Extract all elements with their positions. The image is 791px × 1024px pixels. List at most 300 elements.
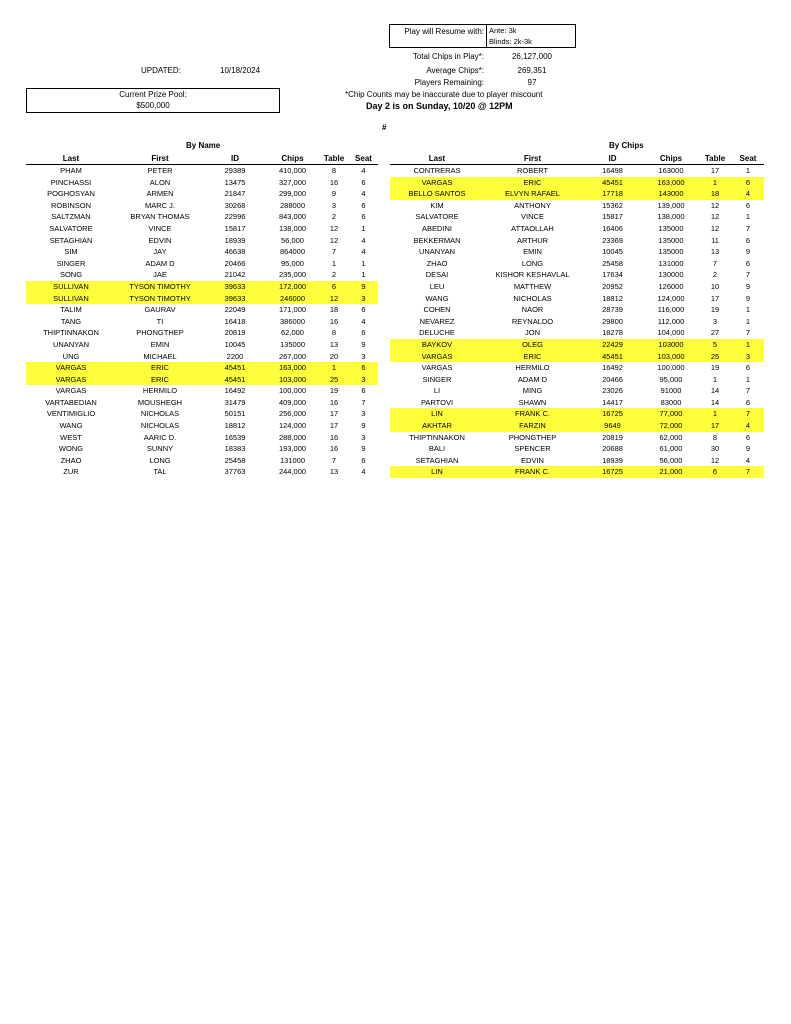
- by-chips-header-row: [390, 152, 764, 165]
- table-cell: 1: [698, 408, 732, 420]
- last-name-cell: SONG: [59, 270, 83, 280]
- first-name-cell: FRANK C.: [484, 408, 581, 420]
- last-name-cell: PHAM: [60, 166, 82, 175]
- seat-cell: 6: [745, 397, 751, 407]
- last-name-cell: TANG: [60, 316, 82, 326]
- id-cell: 29800: [602, 316, 623, 326]
- chips-cell: 410,000: [278, 166, 307, 175]
- chips-cell: 163000: [658, 166, 684, 175]
- first-name-cell: FRANK C.: [484, 466, 581, 478]
- last-name-cell: NEVAREZ: [419, 316, 455, 326]
- table-row: [390, 455, 764, 467]
- table-row: [26, 293, 378, 305]
- by-name-table: [26, 152, 378, 478]
- table-row: [26, 466, 378, 478]
- id-cell: 16492: [224, 386, 246, 396]
- seat-cell: 6: [732, 177, 764, 189]
- table-cell: 3: [712, 316, 718, 326]
- id-cell: 16725: [581, 408, 644, 420]
- chips-cell: 131000: [279, 455, 306, 465]
- id-cell: 22049: [224, 305, 246, 315]
- id-cell: 23026: [602, 386, 623, 396]
- first-name-cell: OLEG: [484, 339, 581, 351]
- table-cell: 8: [712, 432, 718, 442]
- id-cell: 22996: [224, 212, 246, 222]
- first-name-cell: ATTAOLLAH: [511, 223, 554, 233]
- table-row: [390, 362, 764, 374]
- table-cell: 16: [329, 432, 339, 442]
- chips-cell: 163,000: [266, 362, 319, 374]
- chips-cell: 131000: [658, 258, 684, 268]
- id-cell: 20466: [224, 258, 246, 268]
- id-cell: 31479: [224, 397, 246, 407]
- hash-mark: #: [382, 123, 387, 132]
- chips-cell: 103,000: [266, 374, 319, 386]
- seat-cell: 1: [361, 223, 366, 233]
- first-name-cell: ERIC: [484, 351, 581, 363]
- id-cell: 37763: [224, 467, 246, 477]
- seat-cell: 4: [361, 189, 366, 199]
- chips-cell: 288,000: [278, 432, 307, 442]
- seat-cell: 1: [745, 305, 751, 315]
- last-name-cell: PINCHASSI: [50, 177, 92, 187]
- table-row: [390, 316, 764, 328]
- id-cell: 23369: [602, 235, 623, 245]
- seat-cell: 6: [745, 432, 751, 442]
- table-cell: 12: [710, 212, 720, 222]
- table-row: [26, 443, 378, 455]
- last-name-cell: SULLIVAN: [26, 281, 116, 293]
- table-row: [390, 385, 764, 397]
- table-row: [26, 269, 378, 281]
- chips-cell: 62,000: [281, 328, 304, 338]
- table-row: [390, 466, 764, 478]
- table-row: [26, 223, 378, 235]
- chips-cell: 100,000: [657, 363, 685, 373]
- chips-cell: 116,000: [657, 305, 685, 315]
- chips-cell: 83000: [660, 397, 682, 407]
- first-name-cell: REYNALDO: [511, 316, 554, 326]
- table-row: [26, 165, 378, 177]
- first-name-cell: ARTHUR: [516, 235, 549, 245]
- by-chips-body: [390, 165, 764, 479]
- seat-cell: 7: [732, 408, 764, 420]
- table-cell: 8: [331, 166, 337, 175]
- seat-cell: 1: [745, 212, 751, 222]
- table-row: [390, 351, 764, 363]
- last-name-cell: VARGAS: [26, 362, 116, 374]
- first-name-cell: ADAM D: [517, 374, 548, 384]
- last-name-cell: VARGAS: [421, 363, 453, 373]
- last-name-cell: WANG: [59, 421, 83, 431]
- header-last: Last: [26, 152, 116, 165]
- id-cell: 45451: [204, 362, 266, 374]
- table-row: [26, 281, 378, 293]
- first-name-cell: JON: [525, 328, 540, 338]
- last-name-cell: WEST: [60, 432, 82, 442]
- chips-cell: 124,000: [657, 293, 685, 303]
- seat-cell: 1: [745, 374, 751, 384]
- table-row: [26, 316, 378, 328]
- id-cell: 17634: [602, 270, 623, 280]
- first-name-cell: EMIN: [523, 247, 542, 257]
- id-cell: 2200: [226, 351, 244, 361]
- last-name-cell: THIPTINNAKON: [409, 432, 465, 442]
- header-seat: Seat: [732, 152, 764, 165]
- first-name-cell: ARMEN: [146, 189, 174, 199]
- seat-cell: 6: [361, 212, 366, 222]
- last-name-cell: PARTOVI: [420, 397, 454, 407]
- first-name-cell: AARIC D.: [143, 432, 177, 442]
- seat-cell: 1: [745, 166, 751, 175]
- seat-cell: 4: [361, 316, 366, 326]
- first-name-cell: NICHOLAS: [140, 409, 180, 419]
- last-name-cell: BELLO SANTOS: [390, 188, 484, 200]
- first-name-cell: GAURAV: [144, 305, 176, 315]
- table-row: [390, 269, 764, 281]
- id-cell: 10045: [224, 339, 246, 349]
- table-cell: 25: [319, 374, 349, 386]
- first-name-cell: KISHOR KESHAVLAL: [495, 270, 570, 280]
- table-row: [26, 362, 378, 374]
- table-cell: 7: [331, 247, 337, 257]
- header-last: Last: [390, 152, 484, 165]
- table-row: [390, 223, 764, 235]
- table-row: [26, 432, 378, 444]
- seat-cell: 3: [732, 351, 764, 363]
- table-row: [26, 455, 378, 467]
- last-name-cell: LIN: [390, 408, 484, 420]
- seat-cell: 3: [361, 409, 366, 419]
- table-row: [390, 374, 764, 386]
- players-remaining-value: 97: [527, 78, 537, 87]
- chips-cell: 103000: [644, 339, 698, 351]
- id-cell: 29389: [224, 166, 246, 175]
- id-cell: 16418: [224, 316, 246, 326]
- table-cell: 6: [319, 281, 349, 293]
- first-name-cell: MING: [522, 386, 543, 396]
- chips-cell: 103,000: [644, 351, 698, 363]
- table-row: [390, 211, 764, 223]
- table-row: [26, 177, 378, 189]
- last-name-cell: DELUCHE: [419, 328, 455, 338]
- chips-cell: 95,000: [281, 258, 304, 268]
- total-chips-value: 26,127,000: [511, 52, 553, 61]
- chips-cell: 135000: [658, 235, 684, 245]
- chips-cell: 72,000: [644, 420, 698, 432]
- table-cell: 19: [329, 386, 339, 396]
- table-cell: 17: [329, 421, 339, 431]
- first-name-cell: JAY: [153, 247, 167, 257]
- id-cell: 25458: [602, 258, 623, 268]
- table-row: [26, 339, 378, 351]
- chips-cell: 138,000: [657, 212, 685, 222]
- first-name-cell: ERIC: [116, 374, 204, 386]
- id-cell: 18278: [602, 328, 623, 338]
- seat-cell: 7: [745, 328, 751, 338]
- last-name-cell: SALVATORE: [415, 212, 459, 222]
- header-seat: Seat: [349, 152, 378, 165]
- id-cell: 15817: [224, 223, 246, 233]
- seat-cell: 1: [361, 270, 366, 280]
- first-name-cell: SUNNY: [146, 444, 174, 454]
- table-row: [390, 235, 764, 247]
- first-name-cell: ERIC: [116, 362, 204, 374]
- id-cell: 20819: [602, 432, 623, 442]
- table-cell: 18: [329, 305, 339, 315]
- resume-box: [389, 24, 576, 48]
- header-first: First: [484, 152, 581, 165]
- table-cell: 1: [319, 362, 349, 374]
- last-name-cell: SALVATORE: [49, 223, 93, 233]
- id-cell: 15362: [602, 200, 623, 210]
- table-cell: 10: [710, 281, 720, 291]
- table-cell: 9: [331, 189, 337, 199]
- table-row: [390, 258, 764, 270]
- table-cell: 25: [698, 351, 732, 363]
- chips-cell: 244,000: [278, 467, 307, 477]
- prize-pool-box: [26, 88, 280, 113]
- first-name-cell: FARZIN: [484, 420, 581, 432]
- last-name-cell: BALI: [428, 444, 446, 454]
- table-row: [26, 351, 378, 363]
- table-cell: 16: [329, 397, 339, 407]
- last-name-cell: SETAGHIAN: [415, 455, 459, 465]
- chips-cell: 256,000: [278, 409, 307, 419]
- id-cell: 20952: [602, 281, 623, 291]
- chips-cell: 246000: [266, 293, 319, 305]
- seat-cell: 4: [745, 455, 751, 465]
- seat-cell: 1: [732, 339, 764, 351]
- seat-cell: 3: [349, 293, 378, 305]
- first-name-cell: HERMILO: [142, 386, 178, 396]
- seat-cell: 6: [745, 258, 751, 268]
- last-name-cell: COHEN: [423, 305, 451, 315]
- chips-cell: 62,000: [659, 432, 683, 442]
- seat-cell: 9: [745, 444, 751, 454]
- header-table: Table: [319, 152, 349, 165]
- chips-cell: 104,000: [657, 328, 685, 338]
- id-cell: 39633: [204, 293, 266, 305]
- table-row: [26, 235, 378, 247]
- chips-cell: 130000: [658, 270, 684, 280]
- id-cell: 30268: [224, 200, 246, 210]
- table-cell: 16: [329, 444, 339, 454]
- table-cell: 2: [712, 270, 718, 280]
- first-name-cell: JAE: [153, 270, 167, 280]
- id-cell: 10045: [602, 247, 623, 257]
- first-name-cell: MARC J.: [145, 200, 175, 210]
- first-name-cell: ALON: [149, 177, 171, 187]
- first-name-cell: NICHOLAS: [140, 421, 180, 431]
- by-name-header-row: [26, 152, 378, 165]
- seat-cell: 6: [361, 386, 366, 396]
- header-id: ID: [204, 152, 266, 165]
- first-name-cell: BRYAN THOMAS: [130, 212, 190, 222]
- chips-cell: 843,000: [278, 212, 307, 222]
- table-cell: 19: [710, 363, 720, 373]
- seat-cell: 4: [361, 166, 366, 175]
- chips-cell: 172,000: [266, 281, 319, 293]
- first-name-cell: TYSON TIMOTHY: [116, 293, 204, 305]
- last-name-cell: UNG: [62, 351, 80, 361]
- last-name-cell: VARTABEDIAN: [45, 397, 97, 407]
- last-name-cell: BEKKERMAN: [413, 235, 461, 245]
- table-row: [26, 211, 378, 223]
- header-table: Table: [698, 152, 732, 165]
- resume-label: Play will Resume with:: [390, 25, 487, 47]
- table-row: [390, 281, 764, 293]
- table-row: [26, 200, 378, 212]
- table-row: [26, 385, 378, 397]
- first-name-cell: MATTHEW: [513, 281, 552, 291]
- first-name-cell: ADAM D: [145, 258, 175, 268]
- seat-cell: 4: [732, 420, 764, 432]
- table-row: [390, 304, 764, 316]
- table-row: [390, 188, 764, 200]
- first-name-cell: MICHAEL: [143, 351, 177, 361]
- first-name-cell: ELVYN RAFAEL: [484, 188, 581, 200]
- table-cell: 14: [710, 397, 720, 407]
- header-chips: Chips: [644, 152, 698, 165]
- by-chips-title: By Chips: [609, 141, 644, 150]
- id-cell: 21847: [224, 189, 246, 199]
- chips-cell: 112,000: [657, 316, 685, 326]
- by-chips-table: [390, 152, 764, 478]
- table-row: [26, 408, 378, 420]
- last-name-cell: LI: [433, 386, 441, 396]
- id-cell: 28739: [602, 305, 623, 315]
- seat-cell: 6: [745, 200, 751, 210]
- seat-cell: 6: [745, 235, 751, 245]
- seat-cell: 3: [361, 351, 366, 361]
- table-row: [390, 408, 764, 420]
- chips-cell: 77,000: [644, 408, 698, 420]
- table-row: [390, 432, 764, 444]
- table-cell: 1: [698, 177, 732, 189]
- id-cell: 45451: [204, 374, 266, 386]
- chips-cell: 288000: [279, 200, 306, 210]
- table-cell: 7: [712, 258, 718, 268]
- players-remaining-label: Players Remaining:: [414, 78, 484, 87]
- table-row: [26, 327, 378, 339]
- seat-cell: 7: [745, 270, 751, 280]
- first-name-cell: TYSON TIMOTHY: [116, 281, 204, 293]
- seat-cell: 9: [745, 281, 751, 291]
- by-name-body: [26, 165, 378, 479]
- table-cell: 3: [331, 200, 337, 210]
- chips-cell: 135000: [279, 339, 306, 349]
- id-cell: 25458: [224, 455, 246, 465]
- table-row: [390, 177, 764, 189]
- id-cell: 20819: [224, 328, 246, 338]
- last-name-cell: VARGAS: [26, 374, 116, 386]
- first-name-cell: PHONGTHEP: [136, 328, 184, 338]
- last-name-cell: ZHAO: [426, 258, 448, 268]
- table-row: [390, 246, 764, 258]
- id-cell: 22429: [581, 339, 644, 351]
- last-name-cell: THIPTINNAKON: [43, 328, 99, 338]
- seat-cell: 6: [361, 177, 366, 187]
- table-row: [26, 258, 378, 270]
- table-cell: 13: [329, 339, 339, 349]
- first-name-cell: VINCE: [148, 223, 172, 233]
- day2-notice: Day 2 is on Sunday, 10/20 @ 12PM: [366, 101, 513, 111]
- table-cell: 7: [331, 455, 337, 465]
- seat-cell: 9: [361, 421, 366, 431]
- last-name-cell: SINGER: [422, 374, 452, 384]
- chips-cell: 193,000: [278, 444, 307, 454]
- seat-cell: 1: [745, 316, 751, 326]
- seat-cell: 6: [361, 305, 366, 315]
- average-chips-label: Average Chips*:: [426, 66, 484, 75]
- last-name-cell: KIM: [430, 200, 444, 210]
- table-cell: 8: [331, 328, 337, 338]
- id-cell: 16406: [602, 223, 623, 233]
- chips-cell: 139,000: [657, 200, 685, 210]
- seat-cell: 7: [745, 223, 751, 233]
- id-cell: 14417: [602, 397, 623, 407]
- seat-cell: 6: [361, 455, 366, 465]
- seat-cell: 4: [361, 247, 366, 257]
- seat-cell: 4: [361, 467, 366, 477]
- prize-pool-label: Current Prize Pool:: [119, 90, 187, 99]
- id-cell: 18383: [224, 444, 246, 454]
- chips-cell: 135000: [658, 223, 684, 233]
- last-name-cell: SALTZMAN: [51, 212, 91, 222]
- chips-cell: 163,000: [644, 177, 698, 189]
- last-name-cell: WONG: [58, 444, 84, 454]
- table-row: [26, 374, 378, 386]
- id-cell: 16492: [602, 363, 623, 373]
- id-cell: 45451: [581, 177, 644, 189]
- by-name-title: By Name: [186, 141, 221, 150]
- last-name-cell: TALIM: [60, 305, 82, 315]
- table-cell: 1: [712, 374, 718, 384]
- id-cell: 39633: [204, 281, 266, 293]
- chips-cell: 864000: [279, 247, 306, 257]
- table-row: [26, 188, 378, 200]
- table-cell: 20: [329, 351, 339, 361]
- header-first: First: [116, 152, 204, 165]
- chip-count-note: *Chip Counts may be inaccurate due to player miscount: [345, 90, 543, 99]
- updated-label: UPDATED:: [141, 66, 181, 75]
- seat-cell: 3: [349, 374, 378, 386]
- first-name-cell: HERMILO: [515, 363, 550, 373]
- table-cell: 12: [710, 200, 720, 210]
- first-name-cell: PHONGTHEP: [508, 432, 557, 442]
- first-name-cell: NAOR: [521, 305, 544, 315]
- chips-cell: 56,000: [281, 235, 304, 245]
- last-name-cell: ZUR: [63, 467, 79, 477]
- last-name-cell: UNANYAN: [52, 339, 90, 349]
- table-cell: 30: [710, 444, 720, 454]
- last-name-cell: LIN: [390, 466, 484, 478]
- table-row: [390, 327, 764, 339]
- first-name-cell: VINCE: [521, 212, 544, 222]
- last-name-cell: AKHTAR: [390, 420, 484, 432]
- table-cell: 19: [710, 305, 720, 315]
- header-id: ID: [581, 152, 644, 165]
- table-row: [26, 397, 378, 409]
- last-name-cell: UNANYAN: [418, 247, 456, 257]
- seat-cell: 7: [732, 466, 764, 478]
- seat-cell: 7: [745, 386, 751, 396]
- last-name-cell: VARGAS: [390, 177, 484, 189]
- id-cell: 18939: [602, 455, 623, 465]
- table-row: [26, 420, 378, 432]
- last-name-cell: ABEDINI: [421, 223, 452, 233]
